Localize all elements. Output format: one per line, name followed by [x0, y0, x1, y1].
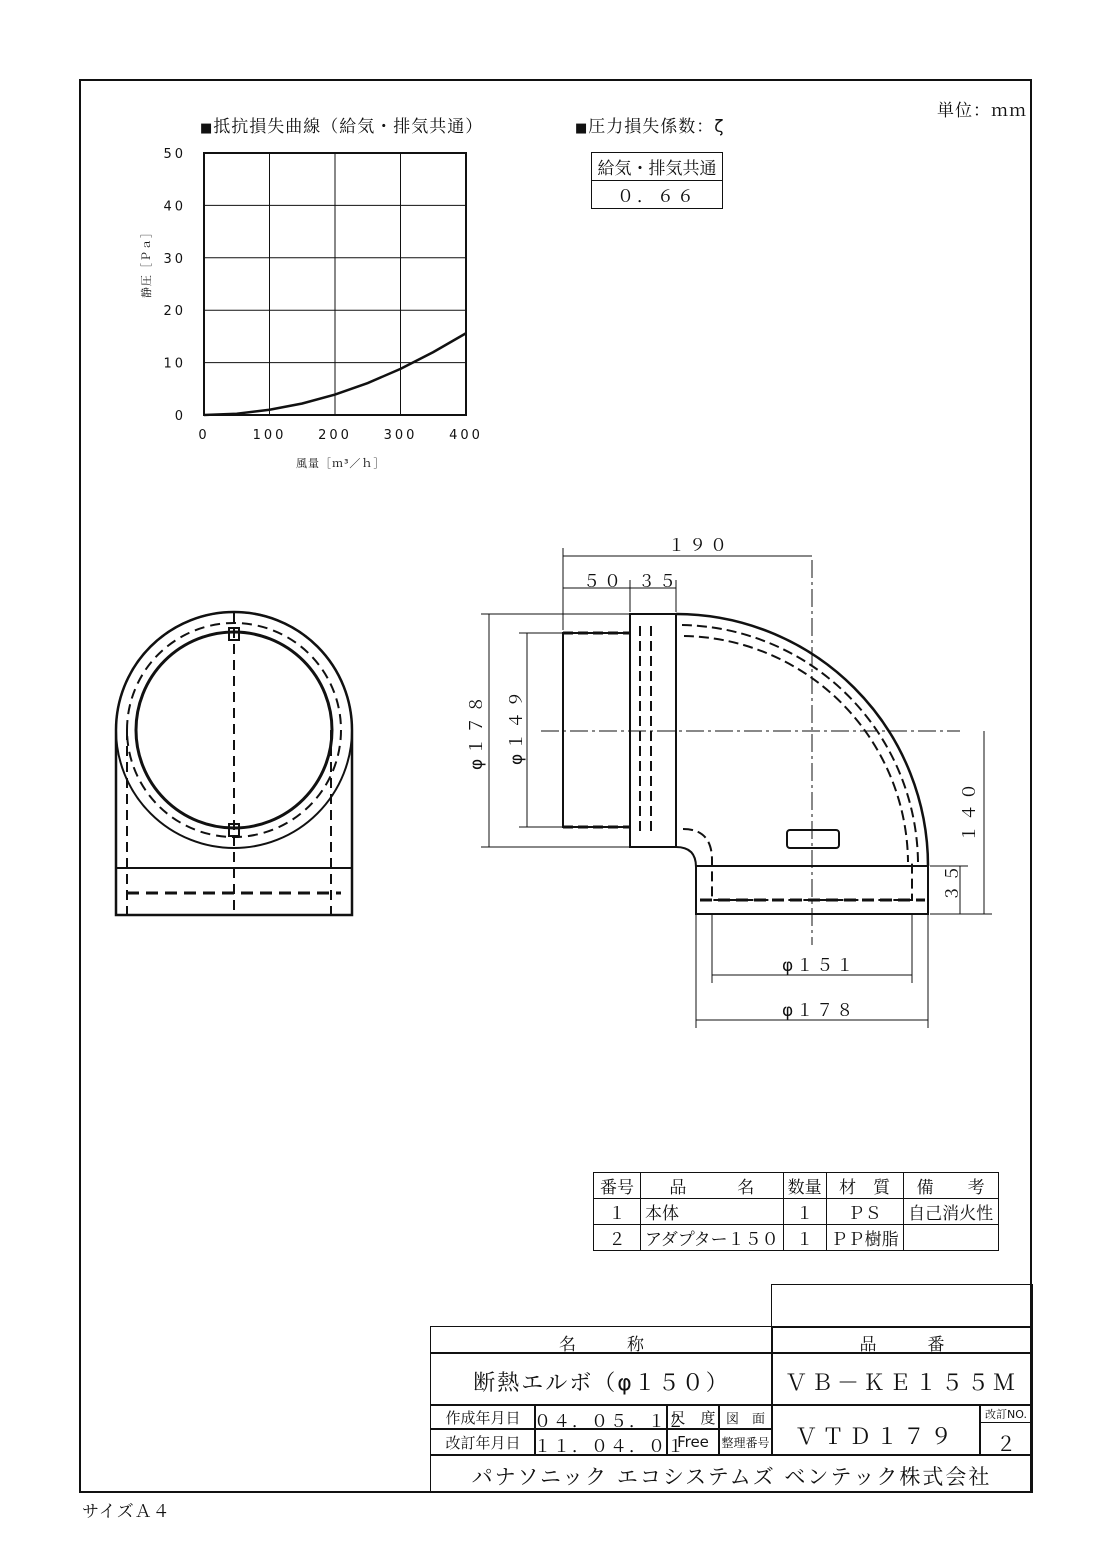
- side-view: [563, 614, 928, 914]
- dim-phi149-vertical: φ１４９: [507, 686, 527, 765]
- drawing-label: 図 面: [725, 1412, 765, 1427]
- y-tick-label: 0: [174, 409, 186, 424]
- cell: 自己消火性: [903, 1199, 998, 1225]
- bullet-icon: ■: [200, 121, 214, 136]
- header-name: 品 名: [641, 1173, 784, 1199]
- dim-phi178-vertical: φ１７８: [467, 691, 487, 770]
- y-tick-label: 50: [163, 147, 186, 162]
- cell: １: [783, 1199, 826, 1225]
- header-remarks: 備 考: [903, 1173, 998, 1199]
- parts-table: [593, 1172, 999, 1251]
- cell: １: [783, 1225, 826, 1251]
- parts-row: [594, 1199, 999, 1225]
- header-qty: 数量: [783, 1173, 826, 1199]
- drawing-number: ＶＴＤ１７９: [794, 1425, 957, 1450]
- cell: アダプター１５０: [641, 1225, 784, 1251]
- front-view: [116, 612, 352, 915]
- parts-header-row: [594, 1173, 999, 1199]
- x-tick-label: 100: [252, 428, 287, 443]
- y-tick-label: 30: [163, 251, 186, 267]
- cell: ＰＳ: [826, 1199, 903, 1225]
- coef-header: 給気・排気共通: [592, 153, 723, 181]
- x-tick-label: 400: [449, 428, 483, 443]
- cell: ＰＰ樹脂: [826, 1225, 903, 1251]
- y-tick-label: 40: [163, 199, 186, 215]
- rev-label: 改訂NO.: [979, 1406, 1033, 1423]
- company-name: パナソニック エコシステムズ ベンテック株式会社: [471, 1465, 992, 1489]
- size-label: サイズＡ４: [82, 1502, 171, 1522]
- created-date: ０４．０５．１２: [534, 1412, 686, 1432]
- created-label: 作成年月日: [445, 1409, 521, 1427]
- y-tick-label: 20: [163, 304, 186, 320]
- dim-phi151: φ１５１: [782, 956, 857, 976]
- name-label: 名 称: [559, 1335, 644, 1355]
- cell: １: [594, 1199, 641, 1225]
- header-material: 材 質: [826, 1173, 903, 1199]
- coef-value: ０．６６: [592, 181, 723, 209]
- dim-50: ５０: [583, 572, 625, 592]
- dim-35-side: ３５: [943, 862, 963, 902]
- dim-140: １４０: [960, 779, 980, 842]
- rev-value: ２: [996, 1432, 1016, 1456]
- header-no: 番号: [594, 1173, 641, 1199]
- dim-phi178-horizontal: φ１７８: [782, 1001, 857, 1021]
- parts-row: [594, 1225, 999, 1251]
- number-label: 品 番: [859, 1335, 945, 1355]
- title-block-blank: [771, 1284, 1033, 1328]
- scale-label: 尺 度: [670, 1409, 716, 1427]
- chart-title: ■抵抗損失曲線（給気・排気共通）: [200, 117, 484, 137]
- cell: [903, 1225, 998, 1251]
- y-axis-label: 静圧［Ｐａ］: [140, 226, 153, 298]
- y-tick-label: 10: [163, 356, 186, 372]
- product-name: 断熱エルボ（φ１５０）: [473, 1371, 730, 1396]
- x-tick-label: 0: [198, 428, 210, 443]
- x-tick-label: 300: [383, 428, 418, 443]
- product-number: ＶＢ－ＫＥ１５５Ｍ: [784, 1371, 1019, 1396]
- cell: 本体: [641, 1199, 784, 1225]
- revised-date: １１．０４．０１: [534, 1437, 686, 1457]
- control-label: 整理番号: [721, 1436, 770, 1450]
- cell: ２: [594, 1225, 641, 1251]
- dim-190: １９０: [668, 536, 731, 556]
- scale-value: Free: [677, 1433, 709, 1451]
- x-tick-label: 200: [318, 428, 352, 443]
- dim-35-top: ３５: [638, 572, 680, 592]
- unit-label: 単位：ｍｍ: [937, 101, 1027, 121]
- coef-title: ■圧力損失係数：ζ: [575, 117, 725, 137]
- revised-label: 改訂年月日: [445, 1434, 521, 1452]
- bullet-icon: ■: [575, 121, 589, 136]
- x-axis-label: 風量［ｍ³／ｈ］: [296, 457, 386, 470]
